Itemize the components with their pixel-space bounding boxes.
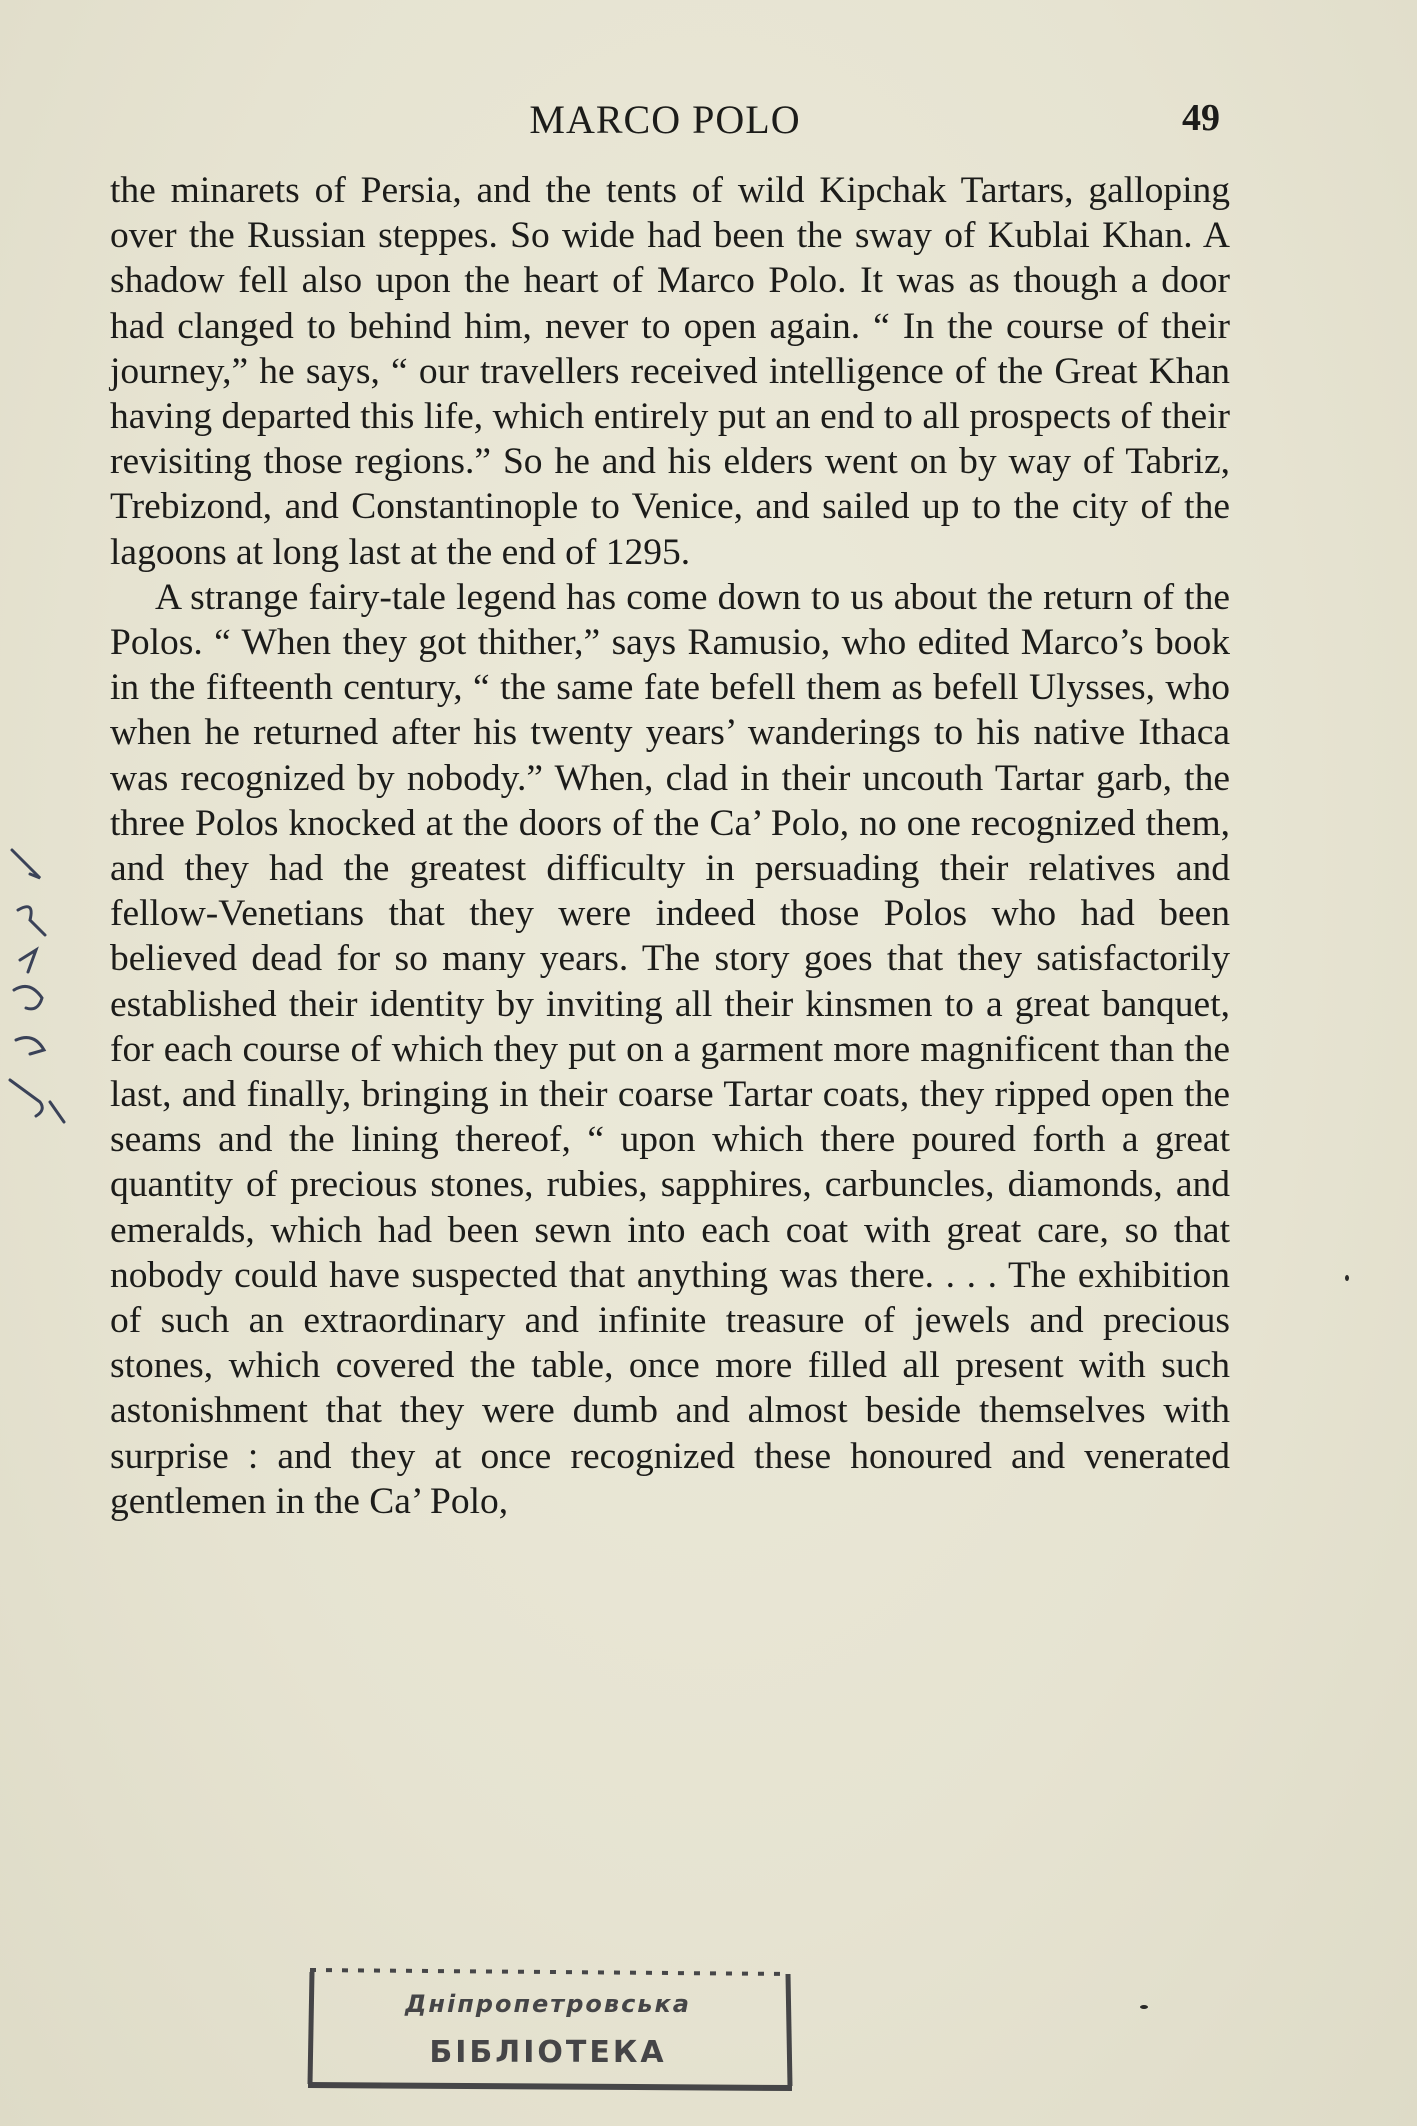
ink-speck [1140, 2005, 1148, 2009]
paragraph-1: the minarets of Persia, and the tents of wild Kipchak Tartars, galloping over the Russian steppes. So wide had been the sway of Kublai Khan. A shadow fell also upon the heart of Marco Polo. It was as though a door had clanged to behind him, never to open again. “ In the course of their journey,” he says, “ our travellers received intelligence of the Great Khan having departed this life, which entirely put an end to all prospects of their revisiting those regions.” So he and his elders went on by way of Tabriz, Trebizond, and Constantinople to Venice, and sailed up to the city of the lagoons at long last at the end of 1295. [110, 170, 1230, 573]
page-header [110, 92, 1220, 152]
body-text [110, 168, 1230, 1524]
paragraph-2: A strange fairy-tale legend has come down to us about the return of the Polos. “ When they got thither,” says Ramusio, who edited Marco’s book in the fifteenth century, “ the same fate befell them as befell Ulysses, who when he returned after his twenty years’ wanderings to his native Ithaca was recognized by nobody.” When, clad in their uncouth Tartar garb, the three Polos knocked at the doors of the Ca’ Polo, no one recognized them, and they had the greatest difficulty in persuading their relatives and fellow-Venetians that they were indeed those Polos who had been believed dead for so many years. The story goes that they satisfactorily established their identity by inviting all their kinsmen to a great banquet, for each course of which they put on a garment more magnificent than the last, and finally, bringing in their coarse Tartar coats, they ripped open the seams and the lining thereof, “ upon which there poured forth a great quantity of precious stones, rubies, sapphires, carbuncles, diamonds, and emeralds, which had been sewn into each coat with great care, so that nobody could have suspected that anything was there. . . . The exhibition of such an extraordinary and infinite treasure of jewels and precious stones, which covered the table, once more filled all present with such astonishment that they were dumb and almost beside themselves with surprise : and they at once recognized these honoured and venerated gentlemen in the Ca’ Polo, [110, 576, 1230, 1522]
stamp-line-1: Дніпропетровська [405, 1990, 691, 2018]
handwritten-margin-mark [0, 840, 100, 1140]
stamp-line-2: БІБЛІОТЕКА [429, 2035, 667, 2070]
library-stamp [300, 1960, 800, 2095]
ink-speck [1345, 1275, 1349, 1281]
page-number: 49 [1182, 97, 1220, 139]
running-title: MARCO POLO [529, 97, 801, 142]
